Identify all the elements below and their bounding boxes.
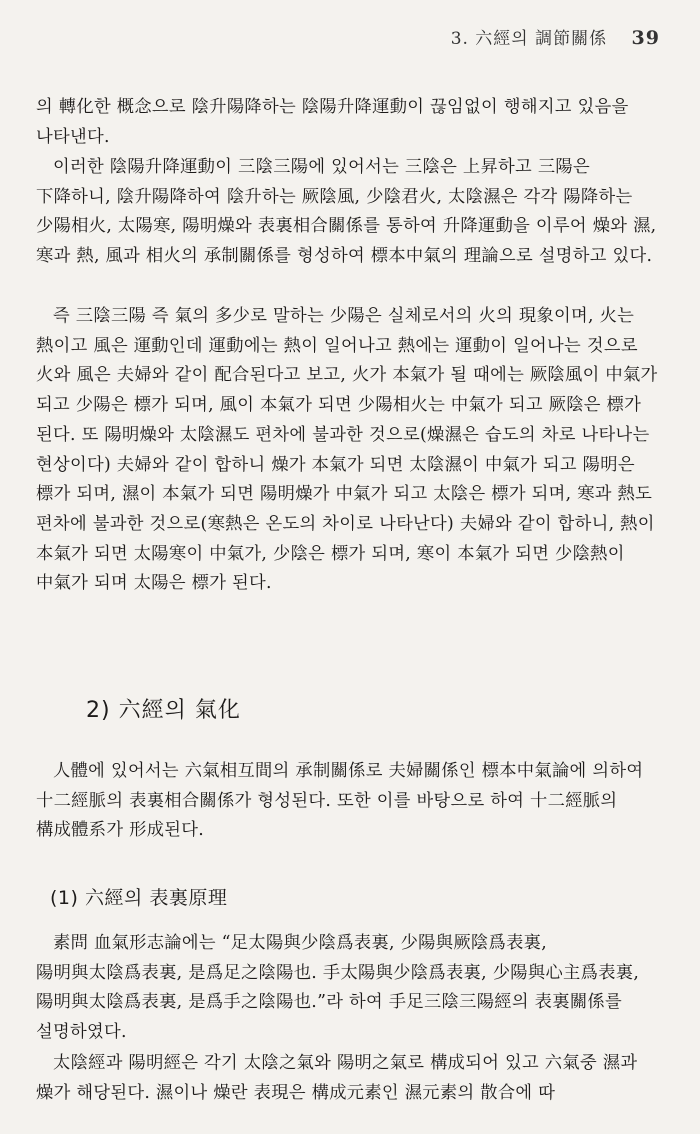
paragraph-6: 太陰經과 陽明經은 각기 太陰之氣와 陽明之氣로 構成되어 있고 六氣중 濕과 燥가 해당된다. 濕이나 燥란 表現은 構成元素인 濕元素의 散合에 따 bbox=[36, 1053, 638, 1103]
paragraph-4: 人體에 있어서는 六氣相互間의 承制關係로 夫婦關係인 標本中氣論에 의하여 十二經脈의 表裏相合關係가 형성된다. 또한 이를 바탕으로 하여 十二經脈의 構成體系가 形成된다. bbox=[36, 761, 644, 841]
chapter-title: 3. 六經의 調節關係 bbox=[450, 29, 608, 49]
paragraph-3: 즉 三陰三陽 즉 氣의 多少로 말하는 少陽은 실체로서의 火의 現象이며, 火는 熱이고 風은 運動인데 運動에는 熱이 일어나고 熱에는 運動이 일어나는 것으로 火와 風은 夫婦와 같이 配合된다고 보고, 火가 本氣가 될 때에는 厥陰風이 中氣가 되고 少陽은 標가 되며, 風이 本氣가 되면 少陽相火는 中氣가 되고 厥陰은 標가 된다. 또 陽明燥와 太陰濕도 편차에 불과한 것으로(燥濕은 습도의 차로 나타나는 현상이다) 夫婦와 같이 합하니 燥가 本氣가 되면 太陰濕이 中氣가 되고 陽明은 標가 되며, 濕이 本氣가 되면 陽明燥가 中氣가 되고 太陰은 標가 되며, 寒과 熱도 편차에 불과한 것으로(寒熱은 온도의 차이로 나타난다) 夫婦와 같이 합하니, 熱이 本氣가 되면 太陽寒이 中氣가, 少陰은 標가 되며, 寒이 本氣가 되면 少陰熱이 中氣가 되며 太陽은 標가 된다. bbox=[36, 306, 658, 594]
running-header bbox=[451, 24, 660, 49]
paragraph-5: 素問 血氣形志論에는 “足太陽與少陰爲表裏, 少陽與厥陰爲表裏, 陽明與太陰爲表裏, 是爲足之陰陽也. 手太陽與少陰爲表裏, 少陽與心主爲表裏, 陽明與太陰爲表裏, 是爲手之陰陽也.”라 하여 手足三陰三陽經의 表裏關係를 설명하였다. bbox=[36, 933, 640, 1043]
page-number: 39 bbox=[631, 27, 660, 49]
section-heading: 2) 六經의 氣化 bbox=[86, 698, 241, 723]
subsection-heading: (1) 六經의 表裏原理 bbox=[50, 887, 228, 909]
paragraph-2: 이러한 陰陽升降運動이 三陰三陽에 있어서는 三陰은 上昇하고 三陽은 下降하니, 陰升陽降하여 陰升하는 厥陰風, 少陰君火, 太陰濕은 각각 陽降하는 少陽相火, 太陽寒, 陽明燥와 表裏相合關係를 통하여 升降運動을 이루어 燥와 濕, 寒과 熱, 風과 相火의 承制關係를 형성하여 標本中氣의 理論으로 설명하고 있다. bbox=[36, 157, 657, 267]
paragraph-1: 의 轉化한 概念으로 陰升陽降하는 陰陽升降運動이 끊임없이 행해지고 있음을 나타낸다. bbox=[36, 97, 629, 147]
